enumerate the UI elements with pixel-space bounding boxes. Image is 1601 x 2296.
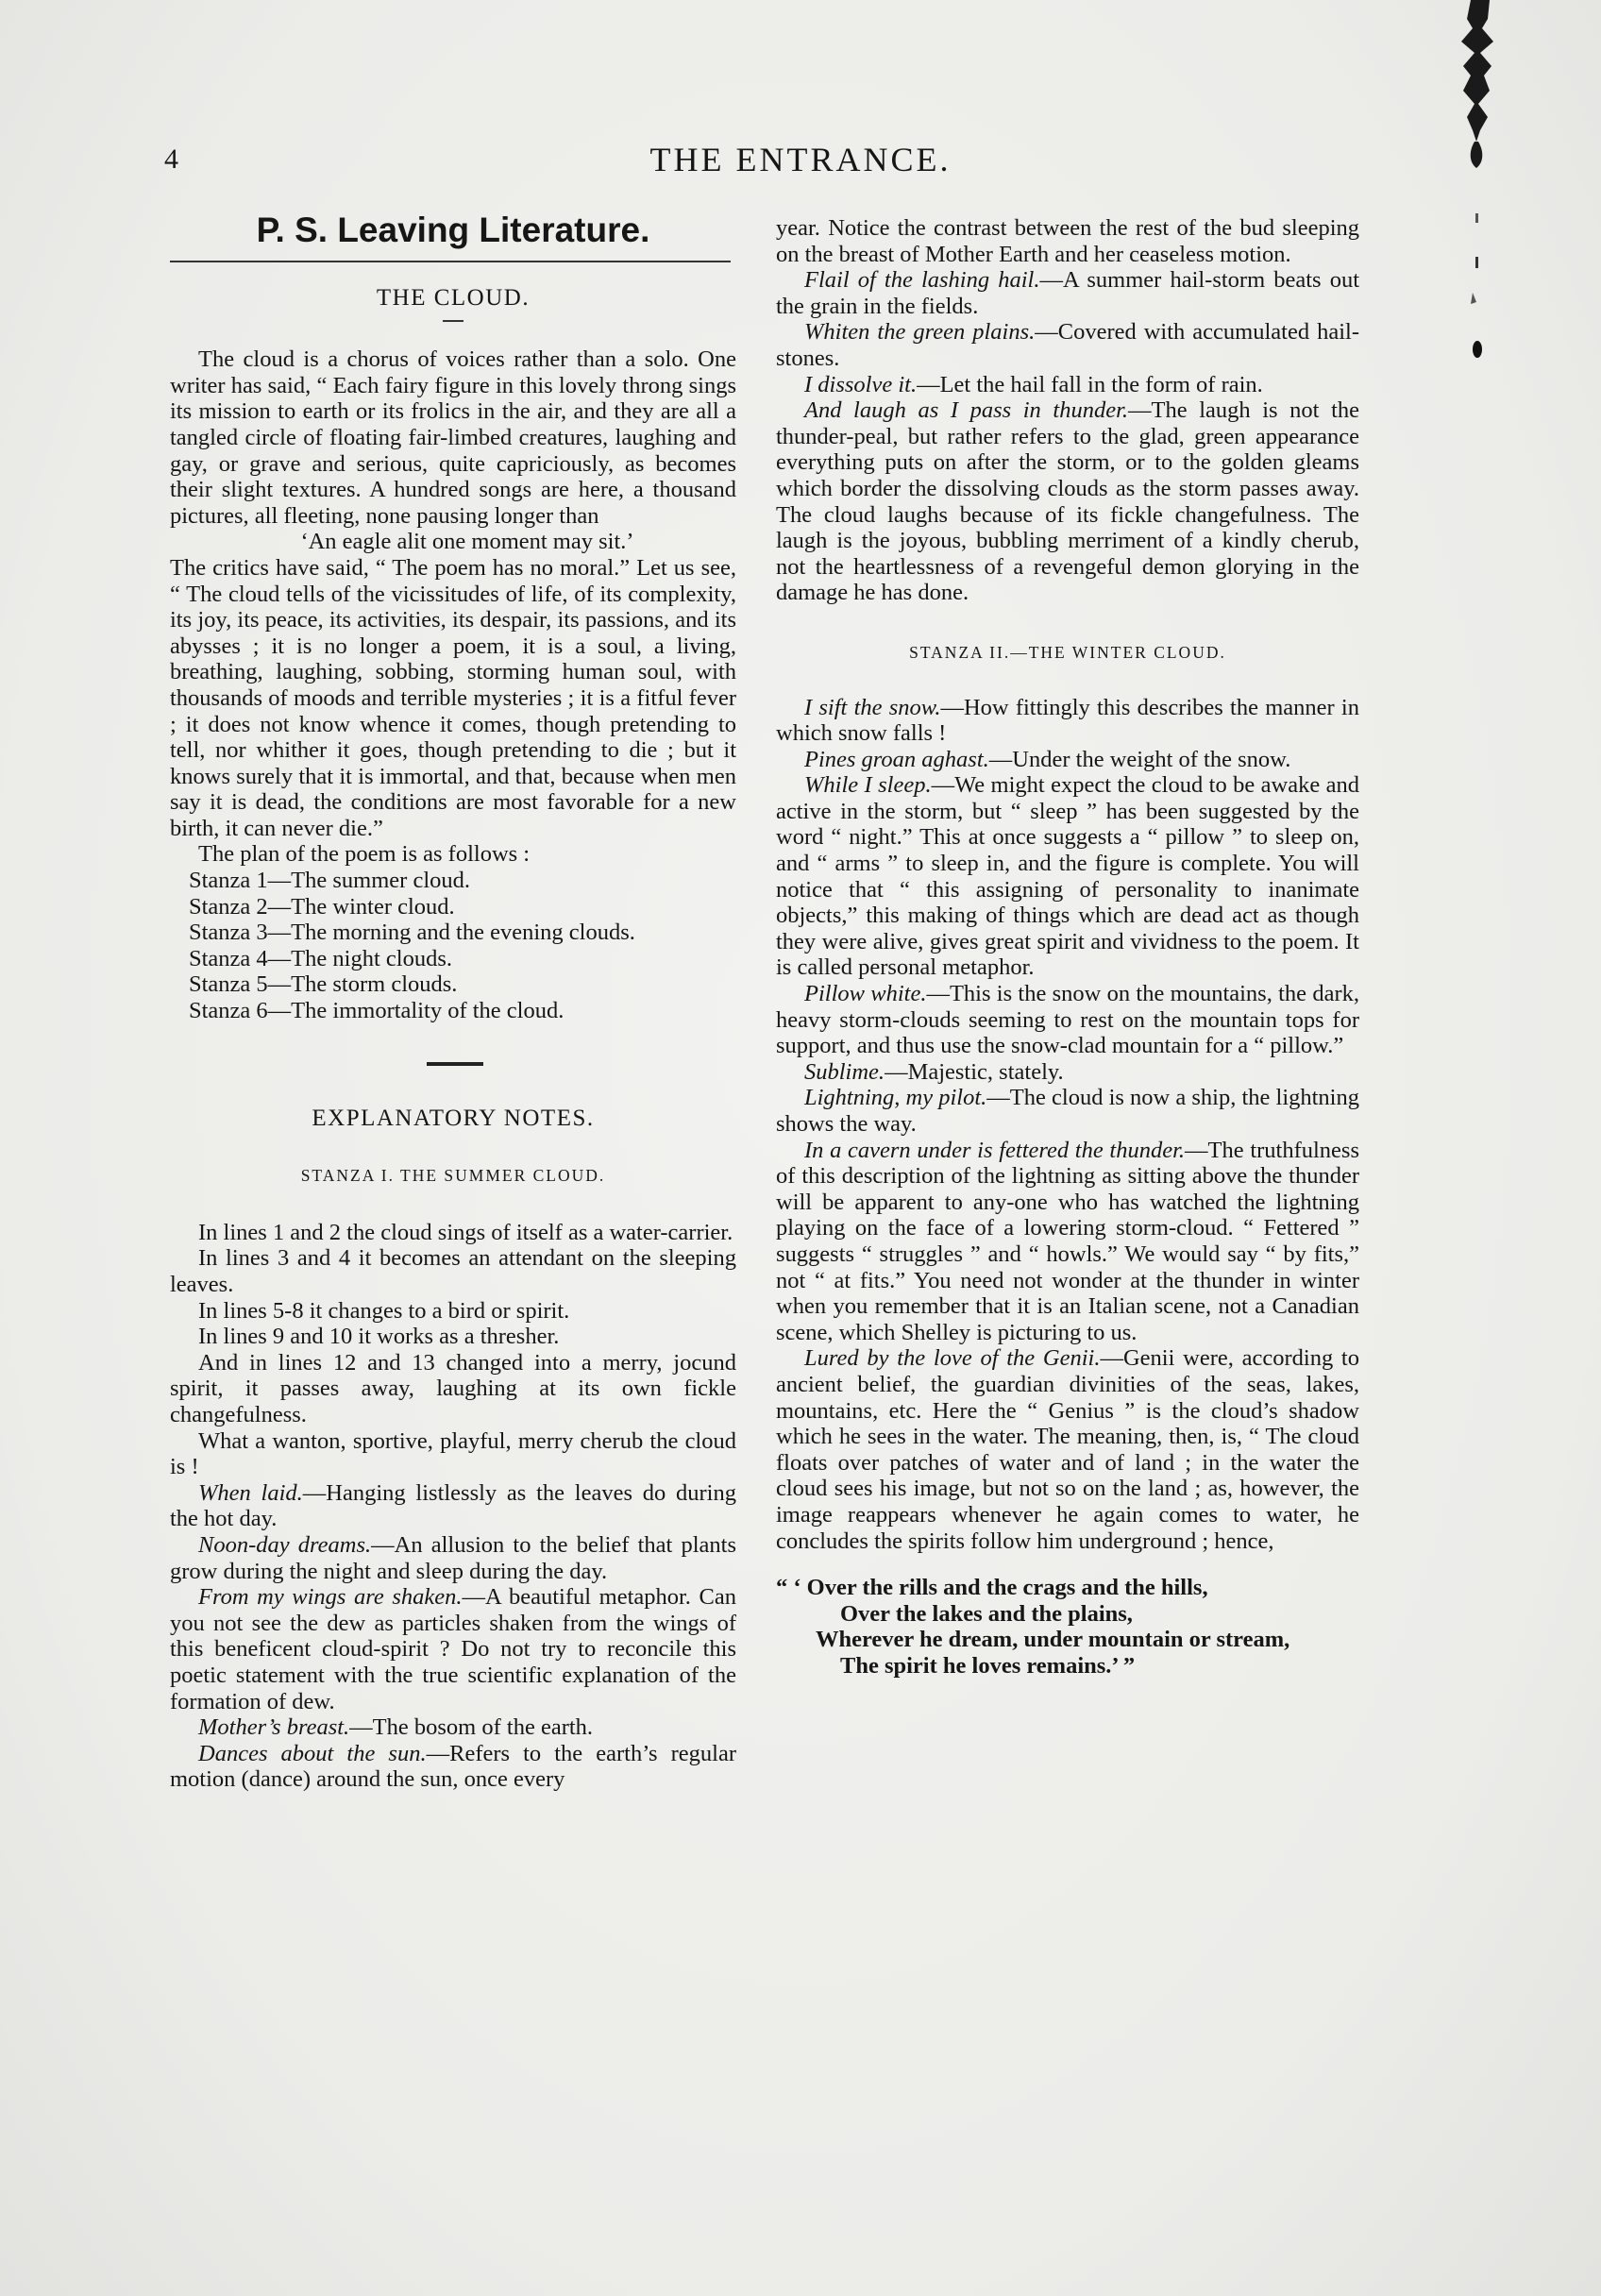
margin-ornament <box>1450 0 1507 397</box>
note-paragraph <box>170 1532 736 1584</box>
plan-item: Stanza 1—The summer cloud. <box>189 868 471 894</box>
note-paragraph <box>776 747 1359 773</box>
note-paragraph: And in lines 12 and 13 changed into a merry, jocund spirit, it passes away, laughing at its own fickle changefulness. <box>170 1349 736 1427</box>
note-paragraph <box>170 1714 736 1741</box>
dash-divider <box>443 320 463 322</box>
notes-heading: EXPLANATORY NOTES. <box>312 1105 595 1131</box>
note-term: Noon-day dreams. <box>198 1531 372 1558</box>
note-text: —A beautiful metaphor. Can you not see the dew as particles shaken from the wings of this beneficent cloud-spirit ? Do not try to reconcile this poetic statement with the true scientific explanation of the formation of dew. <box>170 1584 736 1714</box>
section-divider <box>427 1062 483 1066</box>
poem-line: Wherever he dream, under mountain or stream, <box>816 1627 1290 1653</box>
note-text: —Genii were, according to ancient belief, the guardian divinities of the seas, lakes, mountains, etc. Here the “ Genius ” is the cloud’s shadow which he sees in the water. The meaning, then, is, “ The cloud floats over patches of water and of land ; in the water the cloud sees his image, but not so on the land ; as, however, the image reappears whenever he again comes to water, he concludes the spirits follow him underground ; hence, <box>776 1345 1359 1554</box>
note-text: —The laugh is not the thunder-peal, but rather refers to the glad, green appearance everything puts on after the storm, or to the golden gleams which border the dissolving clouds as the storm passes away. The cloud laughs because of its fickle changefulness. The laugh is the joyous, bubbling merriment of a kindly cherub, not the heartlessness of a revengeful demon glorying in the damage he has done. <box>776 397 1360 606</box>
critics-paragraph: The critics have said, “ The poem has no moral.” Let us see, “ The cloud tells of the vicissitudes of life, of its complexity, its joy, its peace, its activities, its despair, its passions, and its abysses ; it is no longer a poem, it is a soul, a living, breathing, laughing, sobbing, storming human soul, with thousands of moods and terrible mysteries ; it is a fitful fever ; it does not know whence it comes, though pretending to tell, nor whither it goes, though pretending to die ; but it knows surely that it is immortal, and that, because when men say it is dead, the conditions are most favorable for a new birth, it can never die.” <box>170 554 736 841</box>
note-term: Sublime. <box>804 1058 885 1085</box>
note-paragraph <box>170 1741 736 1793</box>
plan-item: Stanza 6—The immortality of the cloud. <box>189 998 565 1024</box>
note-term: Lured by the love of the Genii. <box>804 1345 1101 1372</box>
section-title: P. S. Leaving Literature. <box>256 211 650 249</box>
note-text: —The bosom of the earth. <box>349 1714 594 1741</box>
note-term: Whiten the green plains. <box>804 319 1036 346</box>
note-text: —Hanging listlessly as the leaves do during the hot day. <box>170 1479 736 1532</box>
note-paragraph <box>776 695 1359 747</box>
plan-item: Stanza 3—The morning and the evening clouds. <box>189 920 635 946</box>
note-term: I sift the snow. <box>804 694 941 720</box>
note-text: —Majestic, stately. <box>885 1058 1064 1085</box>
note-text: —An allusion to the belief that plants grow during the night and sleep during the day. <box>170 1531 736 1584</box>
note-paragraph <box>776 1138 1359 1346</box>
note-term: Pillow white. <box>804 981 927 1007</box>
note-term: Dances about the sun. <box>198 1740 427 1766</box>
note-paragraph: In lines 9 and 10 it works as a thresher. <box>198 1324 560 1350</box>
note-paragraph <box>170 1480 736 1532</box>
note-paragraph <box>170 1584 736 1714</box>
note-paragraph: What a wanton, sportive, playful, merry cherub the cloud is ! <box>170 1427 736 1480</box>
continued-paragraph: year. Notice the contrast between the rest of the bud sleeping on the breast of Mother Earth and her ceaseless motion. <box>776 215 1359 267</box>
note-term: Flail of the lashing hail. <box>804 267 1040 294</box>
note-paragraph <box>776 319 1359 371</box>
poem-line: The spirit he loves remains.’ ” <box>840 1652 1136 1679</box>
note-term: When laid. <box>198 1479 303 1506</box>
plan-item: Stanza 5—The storm clouds. <box>189 971 458 998</box>
note-text: —A summer hail-storm beats out the grain in the fields. <box>776 267 1360 319</box>
running-title: THE ENTRANCE. <box>649 141 952 178</box>
note-paragraph <box>776 267 1359 319</box>
note-paragraph: In lines 5-8 it changes to a bird or spirit. <box>198 1297 570 1324</box>
note-text: —Let the hail fall in the form of rain. <box>917 371 1263 397</box>
note-term: Lightning, my pilot. <box>804 1085 987 1111</box>
eagle-quote: ‘An eagle alit one moment may sit.’ <box>300 529 634 555</box>
note-paragraph: In lines 1 and 2 the cloud sings of itself as a water-carrier. <box>198 1219 733 1245</box>
note-term: I dissolve it. <box>804 371 918 397</box>
poem-line: “ ‘ Over the rills and the crags and the hills, <box>776 1575 1208 1601</box>
running-header <box>0 141 1601 181</box>
note-text: —Under the weight of the snow. <box>988 746 1291 772</box>
plan-item: Stanza 4—The night clouds. <box>189 945 452 971</box>
note-text: —Covered with accumulated hail-stones. <box>776 319 1359 371</box>
note-paragraph <box>776 372 1359 398</box>
right-column <box>776 215 1359 1679</box>
page-number: 4 <box>164 144 178 175</box>
note-paragraph <box>776 772 1359 981</box>
poem-line: Over the lakes and the plains, <box>840 1600 1133 1627</box>
note-text: —The truthfulness of this description of the lightning as sitting above the thunder will be apparent to any-one who has watched the lightning playing on the face of a lowering storm-cloud. “ Fettered ” suggests “ struggles ” and “ howls.” We would say “ by fits,” not “ at fits.” You need not wonder at the thunder in winter when you remember that it is an Italian scene, not a Canadian scene, which Shelley is picturing to us. <box>776 1137 1359 1345</box>
note-text: —Refers to the earth’s regular motion (dance) around the sun, once every <box>170 1740 737 1793</box>
poem-quote <box>776 1575 1359 1679</box>
poem-title: THE CLOUD. <box>376 284 531 311</box>
note-paragraph <box>776 1085 1359 1137</box>
note-term: And laugh as I pass in thunder. <box>804 397 1129 424</box>
stanza-heading: STANZA I. THE SUMMER CLOUD. <box>300 1166 606 1186</box>
note-term: Mother’s breast. <box>198 1714 350 1741</box>
note-term: From my wings are shaken. <box>198 1584 463 1611</box>
plan-intro: The plan of the poem is as follows : <box>198 841 531 868</box>
note-paragraph <box>776 397 1359 606</box>
title-rule <box>170 261 731 262</box>
left-column <box>170 211 737 1793</box>
note-paragraph <box>776 1345 1359 1554</box>
note-paragraph <box>776 1059 1359 1086</box>
plan-item: Stanza 2—The winter cloud. <box>189 893 455 920</box>
note-text: —The cloud is now a ship, the lightning shows the way. <box>776 1085 1359 1137</box>
note-text: —How fittingly this describes the manner in which snow falls ! <box>776 694 1359 747</box>
note-term: Pines groan aghast. <box>804 746 989 772</box>
note-term: While I sleep. <box>804 772 932 799</box>
note-term: In a cavern under is fettered the thunder. <box>804 1137 1186 1163</box>
note-paragraph: In lines 3 and 4 it becomes an attendant on the sleeping leaves. <box>170 1245 736 1297</box>
plan-list <box>170 868 736 1024</box>
intro-paragraph: The cloud is a chorus of voices rather than a solo. One writer has said, “ Each fairy figure in this lovely throng sings its mission to earth or its frolics in the air, and they are all a tangled circle of floating fair-limbed creatures, laughing and gay, or grave and serious, quite capriciously, as becomes their slight textures. A hundred songs are here, a thousand pictures, all fleeting, none pausing longer than <box>170 346 736 529</box>
stanza-heading: STANZA II.—THE WINTER CLOUD. <box>909 642 1226 662</box>
note-paragraph <box>776 981 1359 1059</box>
note-text: —This is the snow on the mountains, the dark, heavy storm-clouds seeming to rest on the mountain tops for support, and thus use the snow-clad mountain for a “ pillow.” <box>776 981 1359 1059</box>
note-text: —We might expect the cloud to be awake and active in the storm, but “ sleep ” has been suggested by the word “ night.” This at once suggests a “ pillow ” to sleep on, and “ arms ” to sleep in, and the figure is complete. You will notice that “ this assigning of personality to inanimate objects,” this making of things which are dead act as though they were alive, gives great spirit and vividness to the poem. It is called personal metaphor. <box>776 772 1359 981</box>
